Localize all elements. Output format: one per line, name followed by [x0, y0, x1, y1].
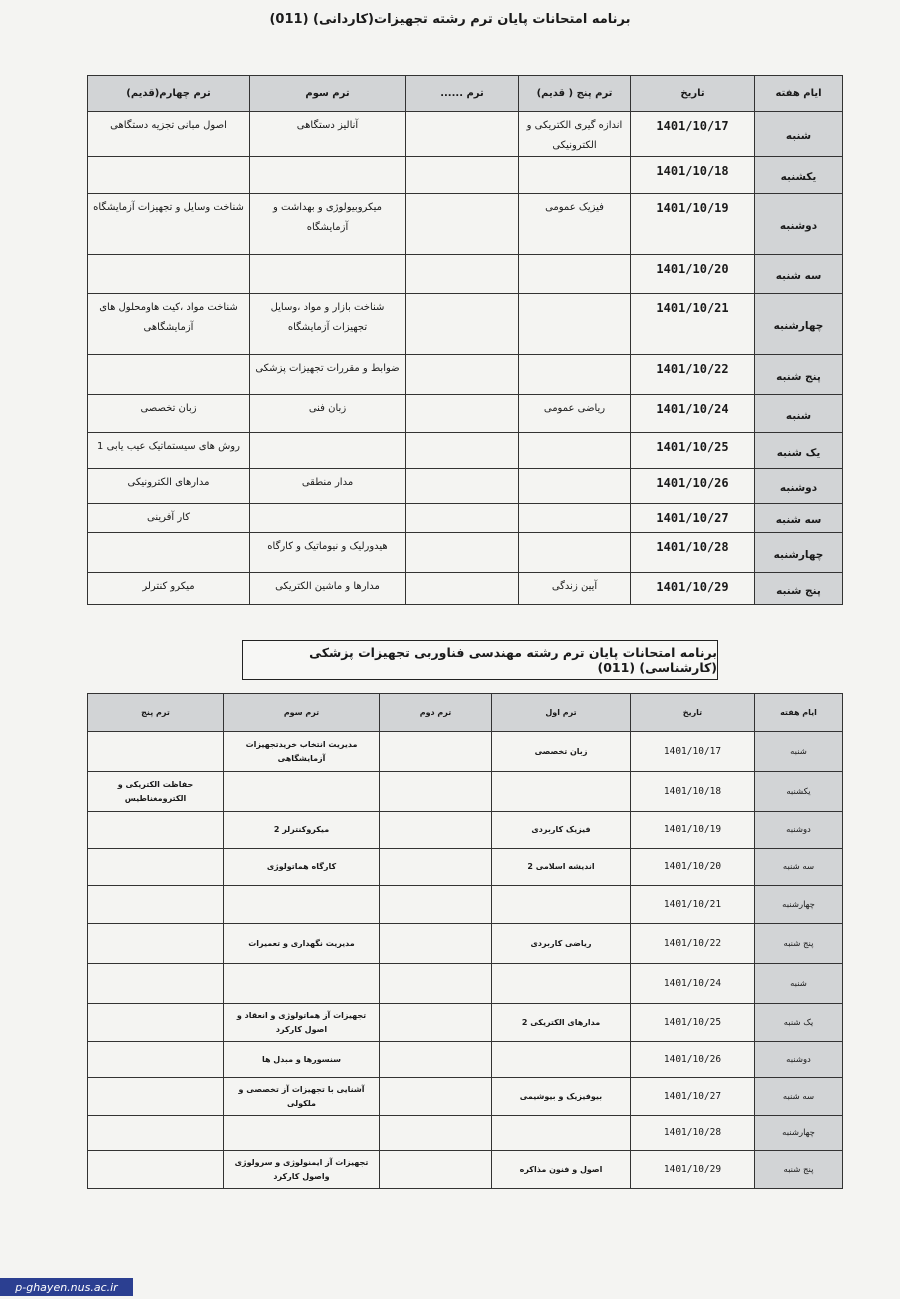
table-header-row [88, 694, 843, 732]
cell-date: 1401/10/20 [631, 849, 755, 886]
cell-date: 1401/10/28 [631, 1116, 755, 1151]
cell-term-a: مدارهای الکتریکی 2 [492, 1004, 631, 1042]
cell-date: 1401/10/18 [631, 772, 755, 812]
cell-term-b [380, 964, 492, 1004]
table-row [88, 355, 843, 395]
table-row [88, 194, 843, 255]
cell-term-a: اندازه گیری الکتریکی و الکترونیکی [519, 112, 631, 157]
cell-date: 1401/10/19 [631, 194, 755, 255]
table-row [88, 849, 843, 886]
cell-term-d [88, 924, 224, 964]
table-row [88, 924, 843, 964]
cell-term-c: تجهیزات آز هماتولوژی و انعقاد و اصول کارکرد [224, 1004, 380, 1042]
cell-weekday: دوشنبه [755, 194, 843, 255]
table-row [88, 573, 843, 605]
cell-term-d [88, 964, 224, 1004]
cell-weekday: پنج شنبه [755, 924, 843, 964]
table-row [88, 395, 843, 433]
cell-term-c: ضوابط و مقررات تجهیزات پزشکی [250, 355, 406, 395]
cell-date: 1401/10/29 [631, 573, 755, 605]
cell-term-c: مدار منطقی [250, 469, 406, 504]
table-row [88, 469, 843, 504]
cell-term-a: ریاضی عمومی [519, 395, 631, 433]
cell-term-c: میکروبیولوژی و بهداشت و آزمایشگاه [250, 194, 406, 255]
table-row [88, 812, 843, 849]
cell-term-c: آنالیز دستگاهی [250, 112, 406, 157]
cell-term-d [88, 533, 250, 573]
cell-term-d: اصول مبانی تجزیه دستگاهی [88, 112, 250, 157]
cell-term-b [380, 1116, 492, 1151]
header-term-3: ترم سوم [250, 76, 406, 112]
cell-term-b [406, 504, 519, 533]
table-row [88, 964, 843, 1004]
cell-term-d [88, 255, 250, 294]
cell-weekday: یک شنبه [755, 433, 843, 469]
cell-weekday: شنبه [755, 112, 843, 157]
table-row [88, 1151, 843, 1189]
cell-term-c: آشنایی با تجهیزات آز تخصصی و ملکولی [224, 1078, 380, 1116]
table-row [88, 772, 843, 812]
cell-date: 1401/10/18 [631, 157, 755, 194]
header-date: تاریخ [631, 76, 755, 112]
cell-term-d [88, 732, 224, 772]
table-row [88, 1042, 843, 1078]
cell-term-a [519, 433, 631, 469]
cell-term-a [492, 1116, 631, 1151]
cell-weekday: سه شنبه [755, 504, 843, 533]
cell-term-d [88, 1004, 224, 1042]
header-term-3: ترم سوم [224, 694, 380, 732]
cell-term-d [88, 355, 250, 395]
cell-term-c: سنسورها و مبدل ها [224, 1042, 380, 1078]
table-row [88, 533, 843, 573]
cell-date: 1401/10/22 [631, 924, 755, 964]
site-watermark: p-ghayen.nus.ac.ir [0, 1278, 133, 1296]
cell-term-b [406, 157, 519, 194]
cell-weekday: چهارشنبه [755, 294, 843, 355]
cell-term-b [380, 1078, 492, 1116]
cell-term-a: بیوفیزیک و بیوشیمی [492, 1078, 631, 1116]
table-row [88, 1078, 843, 1116]
cell-term-c [224, 772, 380, 812]
cell-weekday: شنبه [755, 964, 843, 1004]
cell-term-d: میکرو کنترلر [88, 573, 250, 605]
cell-term-d: شناخت مواد ،کیت هاومحلول های آزمایشگاهی [88, 294, 250, 355]
schedule-table-bachelor [87, 693, 843, 1189]
cell-term-d: حفاظت الکتریکی و الکترومغناطیس [88, 772, 224, 812]
cell-weekday: پنج شنبه [755, 1151, 843, 1189]
cell-term-a [519, 255, 631, 294]
cell-term-a: آیین زندگی [519, 573, 631, 605]
cell-term-b [406, 294, 519, 355]
cell-term-a [519, 157, 631, 194]
cell-weekday: سه شنبه [755, 849, 843, 886]
cell-date: 1401/10/26 [631, 1042, 755, 1078]
cell-weekday: چهارشنبه [755, 1116, 843, 1151]
cell-term-d [88, 1078, 224, 1116]
cell-term-c: میکروکنترلر 2 [224, 812, 380, 849]
cell-weekday: سه شنبه [755, 255, 843, 294]
cell-term-a [492, 886, 631, 924]
cell-term-a: فیزیک کاربردی [492, 812, 631, 849]
header-term-1: ترم اول [492, 694, 631, 732]
cell-term-a [519, 504, 631, 533]
cell-term-b [380, 849, 492, 886]
cell-term-a [519, 294, 631, 355]
cell-term-a [519, 355, 631, 395]
cell-term-d [88, 849, 224, 886]
cell-term-c [224, 964, 380, 1004]
cell-term-a: ریاضی کاربردی [492, 924, 631, 964]
cell-date: 1401/10/17 [631, 112, 755, 157]
cell-term-c [224, 886, 380, 924]
cell-term-b [380, 1004, 492, 1042]
header-weekday: ایام هفته [755, 76, 843, 112]
cell-date: 1401/10/25 [631, 1004, 755, 1042]
cell-term-c [250, 255, 406, 294]
cell-term-a [492, 1042, 631, 1078]
cell-date: 1401/10/26 [631, 469, 755, 504]
schedule-title-associate: برنامه امتحانات پایان ترم رشته تجهیزات(کاردانی) (011) [269, 12, 631, 27]
cell-term-d [88, 1151, 224, 1189]
cell-term-b [380, 1151, 492, 1189]
cell-term-b [380, 886, 492, 924]
cell-term-c: مدیریت نگهداری و تعمیرات [224, 924, 380, 964]
cell-date: 1401/10/21 [631, 294, 755, 355]
header-term-unspecified: ترم ...... [406, 76, 519, 112]
header-term-5: ترم پنج [88, 694, 224, 732]
cell-date: 1401/10/27 [631, 1078, 755, 1116]
cell-term-c: شناخت بازار و مواد ،وسایل تجهیزات آزمایشگاه [250, 294, 406, 355]
cell-date: 1401/10/25 [631, 433, 755, 469]
cell-term-c: زبان فنی [250, 395, 406, 433]
schedule-table-associate [87, 75, 843, 605]
cell-weekday: دوشنبه [755, 1042, 843, 1078]
cell-weekday: دوشنبه [755, 812, 843, 849]
cell-term-d: مدارهای الکترونیکی [88, 469, 250, 504]
cell-weekday: پنج شنبه [755, 355, 843, 395]
cell-date: 1401/10/24 [631, 964, 755, 1004]
cell-term-a: اندیشه اسلامی 2 [492, 849, 631, 886]
cell-date: 1401/10/24 [631, 395, 755, 433]
cell-term-a: اصول و فنون مذاکره [492, 1151, 631, 1189]
cell-term-a [492, 772, 631, 812]
cell-weekday: شنبه [755, 395, 843, 433]
cell-term-b [406, 469, 519, 504]
table-row [88, 1116, 843, 1151]
cell-term-c: مدیریت انتخاب خریدتجهیزات آزمایشگاهی [224, 732, 380, 772]
cell-weekday: یک شنبه [755, 1004, 843, 1042]
cell-weekday: پنج شنبه [755, 573, 843, 605]
table-header-row [88, 76, 843, 112]
cell-term-c: هیدورلیک و نیوماتیک و کارگاه [250, 533, 406, 573]
cell-term-a [492, 964, 631, 1004]
cell-term-b [406, 533, 519, 573]
table-row [88, 1004, 843, 1042]
cell-term-a: فیزیک عمومی [519, 194, 631, 255]
table-row [88, 433, 843, 469]
cell-date: 1401/10/28 [631, 533, 755, 573]
cell-term-d [88, 1042, 224, 1078]
table-row [88, 732, 843, 772]
header-date: تاریخ [631, 694, 755, 732]
cell-term-d: زبان تخصصی [88, 395, 250, 433]
cell-term-d [88, 886, 224, 924]
cell-term-b [380, 1042, 492, 1078]
table-row [88, 504, 843, 533]
cell-term-d [88, 812, 224, 849]
cell-weekday: شنبه [755, 732, 843, 772]
cell-term-b [406, 255, 519, 294]
cell-term-b [380, 812, 492, 849]
table-row [88, 255, 843, 294]
cell-term-b [380, 772, 492, 812]
cell-term-b [406, 355, 519, 395]
header-term-2: ترم دوم [380, 694, 492, 732]
cell-term-c [224, 1116, 380, 1151]
table-row [88, 112, 843, 157]
cell-term-c: مدارها و ماشین الکتریکی [250, 573, 406, 605]
cell-term-c [250, 433, 406, 469]
table-row [88, 294, 843, 355]
cell-term-d: شناخت وسایل و تجهیزات آزمایشگاه [88, 194, 250, 255]
cell-weekday: چهارشنبه [755, 533, 843, 573]
cell-weekday: چهارشنبه [755, 886, 843, 924]
cell-weekday: سه شنبه [755, 1078, 843, 1116]
header-weekday: ایام هفته [755, 694, 843, 732]
cell-date: 1401/10/29 [631, 1151, 755, 1189]
cell-term-c [250, 504, 406, 533]
cell-date: 1401/10/19 [631, 812, 755, 849]
header-term-5-old: ترم پنج ( قدیم) [519, 76, 631, 112]
cell-term-b [406, 194, 519, 255]
cell-term-c: کارگاه هماتولوژی [224, 849, 380, 886]
cell-weekday: دوشنبه [755, 469, 843, 504]
cell-term-d: روش های سیستماتیک عیب یابی 1 [88, 433, 250, 469]
cell-term-b [406, 395, 519, 433]
cell-term-a: زبان تخصصی [492, 732, 631, 772]
cell-term-c [250, 157, 406, 194]
table-row [88, 886, 843, 924]
table-row [88, 157, 843, 194]
cell-term-a [519, 533, 631, 573]
cell-date: 1401/10/20 [631, 255, 755, 294]
header-term-4-old: ترم چهارم(قدیم) [88, 76, 250, 112]
cell-date: 1401/10/21 [631, 886, 755, 924]
cell-term-b [406, 112, 519, 157]
cell-term-b [406, 433, 519, 469]
cell-term-b [406, 573, 519, 605]
cell-date: 1401/10/17 [631, 732, 755, 772]
cell-weekday: یکشنبه [755, 772, 843, 812]
cell-term-c: تجهیزات آز ایمنولوژی و سرولوژی واصول کارکرد [224, 1151, 380, 1189]
cell-term-b [380, 732, 492, 772]
cell-term-d [88, 1116, 224, 1151]
schedule-title-bachelor: برنامه امتحانات پایان ترم رشته مهندسی فناوربی تجهیزات پزشکی (کارشناسی) (011) [242, 640, 718, 680]
cell-term-a [519, 469, 631, 504]
cell-term-b [380, 924, 492, 964]
cell-term-d [88, 157, 250, 194]
cell-weekday: یکشنبه [755, 157, 843, 194]
cell-date: 1401/10/22 [631, 355, 755, 395]
cell-term-d: کار آفرینی [88, 504, 250, 533]
cell-date: 1401/10/27 [631, 504, 755, 533]
